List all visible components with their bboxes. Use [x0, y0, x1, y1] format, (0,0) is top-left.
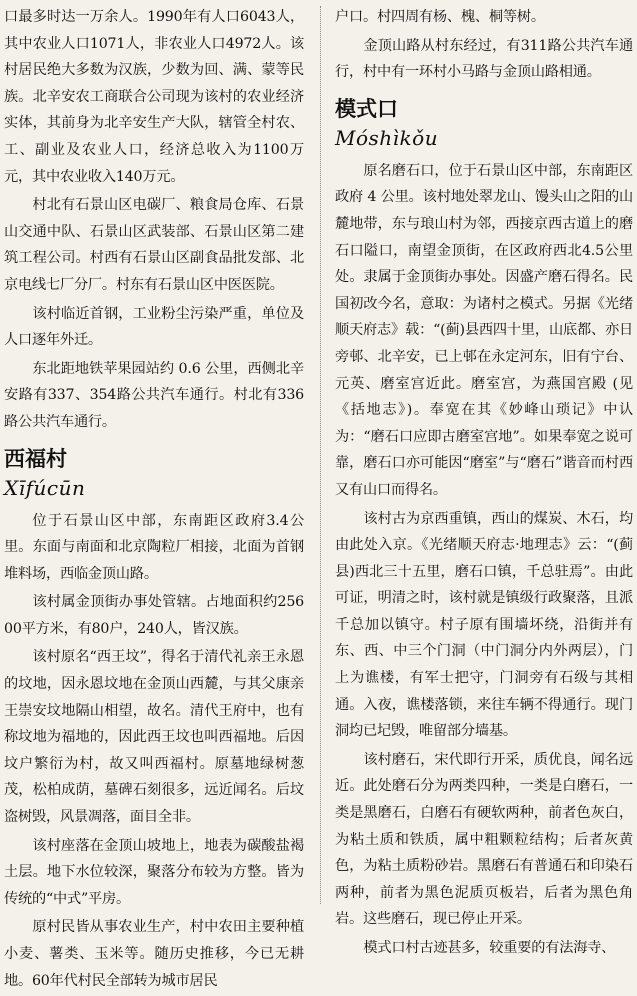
left-column: [4, 4, 304, 996]
entry-pinyin: Xīfúcūn: [4, 475, 86, 500]
column-divider: [320, 6, 321, 904]
entry-title: 西福村: [4, 446, 67, 471]
paragraph: 位于石景山区中部，东南距区政府3.4公里。东面与南面和北京陶粒厂相接，北面为首钢堆料场，西临金顶山路。: [4, 512, 304, 582]
entry-title: 模式口: [335, 96, 398, 121]
paragraph: 金顶山路从村东经过，有311路公共汽车通行，村中有一环村小马路与金顶山路相通。: [335, 37, 633, 81]
paragraph: 模式口村古迹甚多，较重要的有法海寺、: [363, 940, 616, 956]
continued-paragraph: 口最多时达一万余人。1990年有人口6043人，其中农业人口1071人，非农业人口4972人。该村居民绝大多数为汉族，少数为回、满、蒙等民族。北辛安农工商联合公司现为该村的农业经济实体，其前身为北辛安生产大队，辖管全村农、工、副业及农业人口，经济总收入为1100万元，其中农业收入140万元。: [4, 9, 304, 185]
right-column: [335, 4, 633, 964]
paragraph: 该村座落在金顶山坡地上，地表为碳酸盐褐土层。地下水位较深，聚落分布较为方整。皆为传统的“中式”平房。: [4, 837, 304, 907]
paragraph: 该村古为京西重镇，西山的煤炭、木石，均由此处入京。《光绪顺天府志·地理志》云：“(蓟县)西北三十五里，磨石口镇，千总驻焉”。由此可证，明清之时，该村就是镇级行政聚落，且派千总加以镇守。村子原有围墙坏绕，沿街并有东、西、中三个门洞（中门洞分内外两层），门上为谯楼，有军士把守，门洞旁有石级与其相通。入夜，谯楼落锁，来往车辆不得通行。现门洞均已圮毁，唯留部分墙基。: [335, 510, 633, 740]
paragraph: 该村磨石，宋代即行开采，质优良，闻名远近。此处磨石分为两类四种，一类是白磨石，一类是黑磨石，白磨石有硬软两种，前者色灰白，为粘土质和铁质，属中粗颗粒结构；后者灰黄色，为粘土质粉砂岩。黑磨石有普通石和印染石两种，前者为黑色泥质页板岩，后者为黑色角岩。这些磨石，现已停止开采。: [335, 751, 633, 928]
paragraph: 东北距地铁苹果园站约 0.6 公里，西侧北辛安路有337、354路公共汽车通行。村北有336路公共汽车通行。: [4, 360, 304, 430]
paragraph: 该村临近首钢，工业粉尘污染严重，单位及人口逐年外迁。: [4, 305, 304, 349]
paragraph: 原名磨石口，位于石景山区中部，东南距区政府 4 公里。该村地处翠龙山、馒头山之阳的山麓地带，东与琅山村为邻，西接京西古道上的磨石口隘口，南望金顶街，在区政府西北4.5公里处。隶属于金顶街办事处。因盛产磨石得名。民国初改今名，意取：为诸村之模式。另据《光绪顺天府志》载：“(蓟)县西四十里，山底都、亦日旁邨、北辛安，已上邨在永定河东，旧有宁台、元英、磨室宫近此。磨室宫，为燕国宫殿 (见《括地志》)。奉宽在其《妙峰山琐记》中认为：“磨石口应即古磨室宫地”。如果奉宽之说可靠，磨石口亦可能因“磨室”与“磨石”谐音而村西又有山口而得名。: [335, 162, 633, 498]
entry-pinyin: Móshìkǒu: [335, 125, 439, 150]
paragraph: 原村民皆从事农业生产，村中农田主要种植小麦、薯类、玉米等。随历史推移，今已无耕地。60年代村民全部转为城市居民: [4, 919, 304, 989]
paragraph: 该村原名“西王坟”，得名于清代礼亲王永恩的坟地，因永恩坟地在金顶山西麓，与其父康亲王崇安坟地隔山相望，故名。清代王府中，也有称坟地为福地的，因此西王坟也叫西福地。后因坟户繁衍为村，故又叫西福村。原墓地绿树葱茂，松柏成荫，墓碑石刻很多，远近闻名。后坟盗树毁，风景凋落，面目全非。: [4, 649, 304, 826]
paragraph: 该村属金顶街办事处管辖。占地面积约25600平方米，有80户，240人，皆汉族。: [4, 594, 304, 637]
paragraph: 村北有石景山区电碳厂、粮食局仓库、石景山交通中队、石景山区武装部、石景山区第二建筑工程公司。村西有石景山区副食品批发部、北京电线七厂分厂。村东有石景山区中医医院。: [4, 197, 304, 293]
continued-paragraph: 户口。村四周有杨、槐、桐等树。: [335, 9, 545, 25]
